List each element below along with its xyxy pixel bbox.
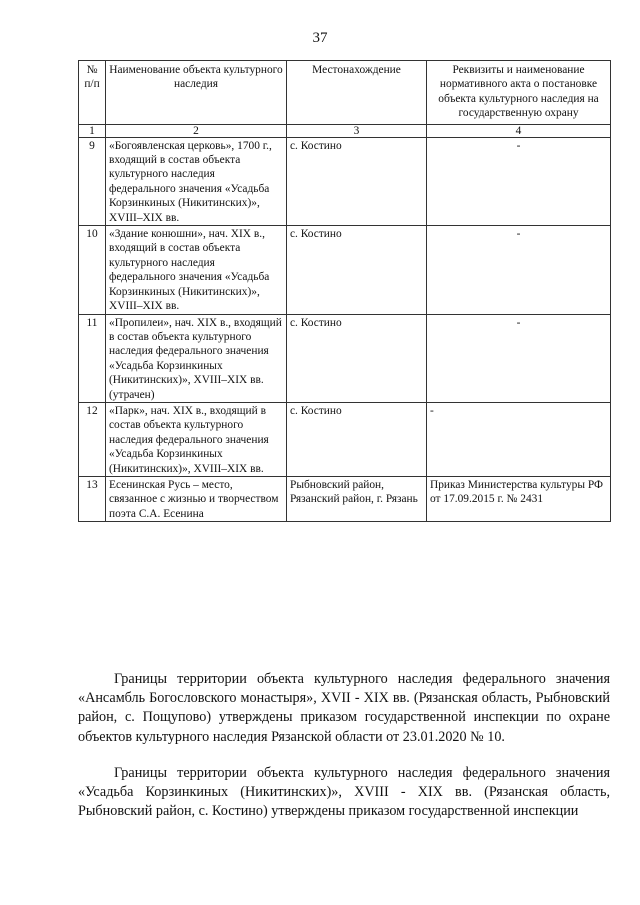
- object-name: «Парк», нач. XIX в., входящий в состав объекта культурного наследия федерального значения «Усадьба Корзинкиных (Никитинских)», XVIII–XIX вв.: [106, 402, 287, 476]
- header-number: № п/п: [79, 61, 106, 125]
- table-row: [79, 137, 611, 225]
- paragraph-boundaries-monastery: Границы территории объекта культурного наследия федерального значения «Ансамбль Богословского монастыря», XVII - XIX вв. (Рязанская область, Рыбновский район, с. Пощупово) утверждены приказом государственной инспекции по охране объектов культурного наследия Рязанской области от 23.01.2020 № 10.: [78, 671, 610, 745]
- row-number: 10: [79, 226, 106, 314]
- column-number: 3: [287, 124, 427, 137]
- table-row: [79, 476, 611, 521]
- object-name: «Пропилеи», нач. XIX в., входящий в состав объекта культурного наследия федерального значения «Усадьба Корзинкиных (Никитинских)», XVIII–XIX вв. (утрачен): [106, 314, 287, 402]
- object-location: с. Костино: [287, 314, 427, 402]
- paragraph-boundaries-estate: Границы территории объекта культурного наследия федерального значения «Усадьба Корзинкиных (Никитинских)», XVIII - XIX вв. (Рязанская область, Рыбновский район, с. Костино) утверждены приказом государственной инспекции: [78, 765, 610, 820]
- object-location: с. Костино: [287, 402, 427, 476]
- object-location: с. Костино: [287, 137, 427, 225]
- regulatory-act: -: [427, 226, 611, 314]
- object-name: «Богоявленская церковь», 1700 г., входящий в состав объекта культурного наследия федерального значения «Усадьба Корзинкиных (Никитинских)», XVIII–XIX вв.: [106, 137, 287, 225]
- regulatory-act: Приказ Министерства культуры РФ от 17.09.2015 г. № 2431: [427, 476, 611, 521]
- page-number: 37: [312, 30, 328, 46]
- regulatory-act: -: [427, 137, 611, 225]
- row-number: 11: [79, 314, 106, 402]
- table-row: [79, 402, 611, 476]
- heritage-objects-table: [78, 60, 611, 522]
- header-regulatory-act: Реквизиты и наименование нормативного акта о постановке объекта культурного наследия на государственную охрану: [427, 61, 611, 125]
- column-number: 1: [79, 124, 106, 137]
- row-number: 12: [79, 402, 106, 476]
- column-number: 4: [427, 124, 611, 137]
- table-header-row: [79, 61, 611, 125]
- row-number: 13: [79, 476, 106, 521]
- regulatory-act: -: [427, 402, 611, 476]
- object-name: «Здание конюшни», нач. XIX в., входящий в состав объекта культурного наследия федерального значения «Усадьба Корзинкиных (Никитинских)», XVIII–XIX вв.: [106, 226, 287, 314]
- object-name: Есенинская Русь – место, связанное с жизнью и творчеством поэта С.А. Есенина: [106, 476, 287, 521]
- row-number: 9: [79, 137, 106, 225]
- header-location: Местонахождение: [287, 61, 427, 125]
- column-number-row: [79, 124, 611, 137]
- object-location: Рыбновский район, Рязанский район, г. Рязань: [287, 476, 427, 521]
- table-row: [79, 226, 611, 314]
- object-location: с. Костино: [287, 226, 427, 314]
- header-object-name: Наименование объекта культурного наследия: [106, 61, 287, 125]
- regulatory-act: -: [427, 314, 611, 402]
- column-number: 2: [106, 124, 287, 137]
- table-row: [79, 314, 611, 402]
